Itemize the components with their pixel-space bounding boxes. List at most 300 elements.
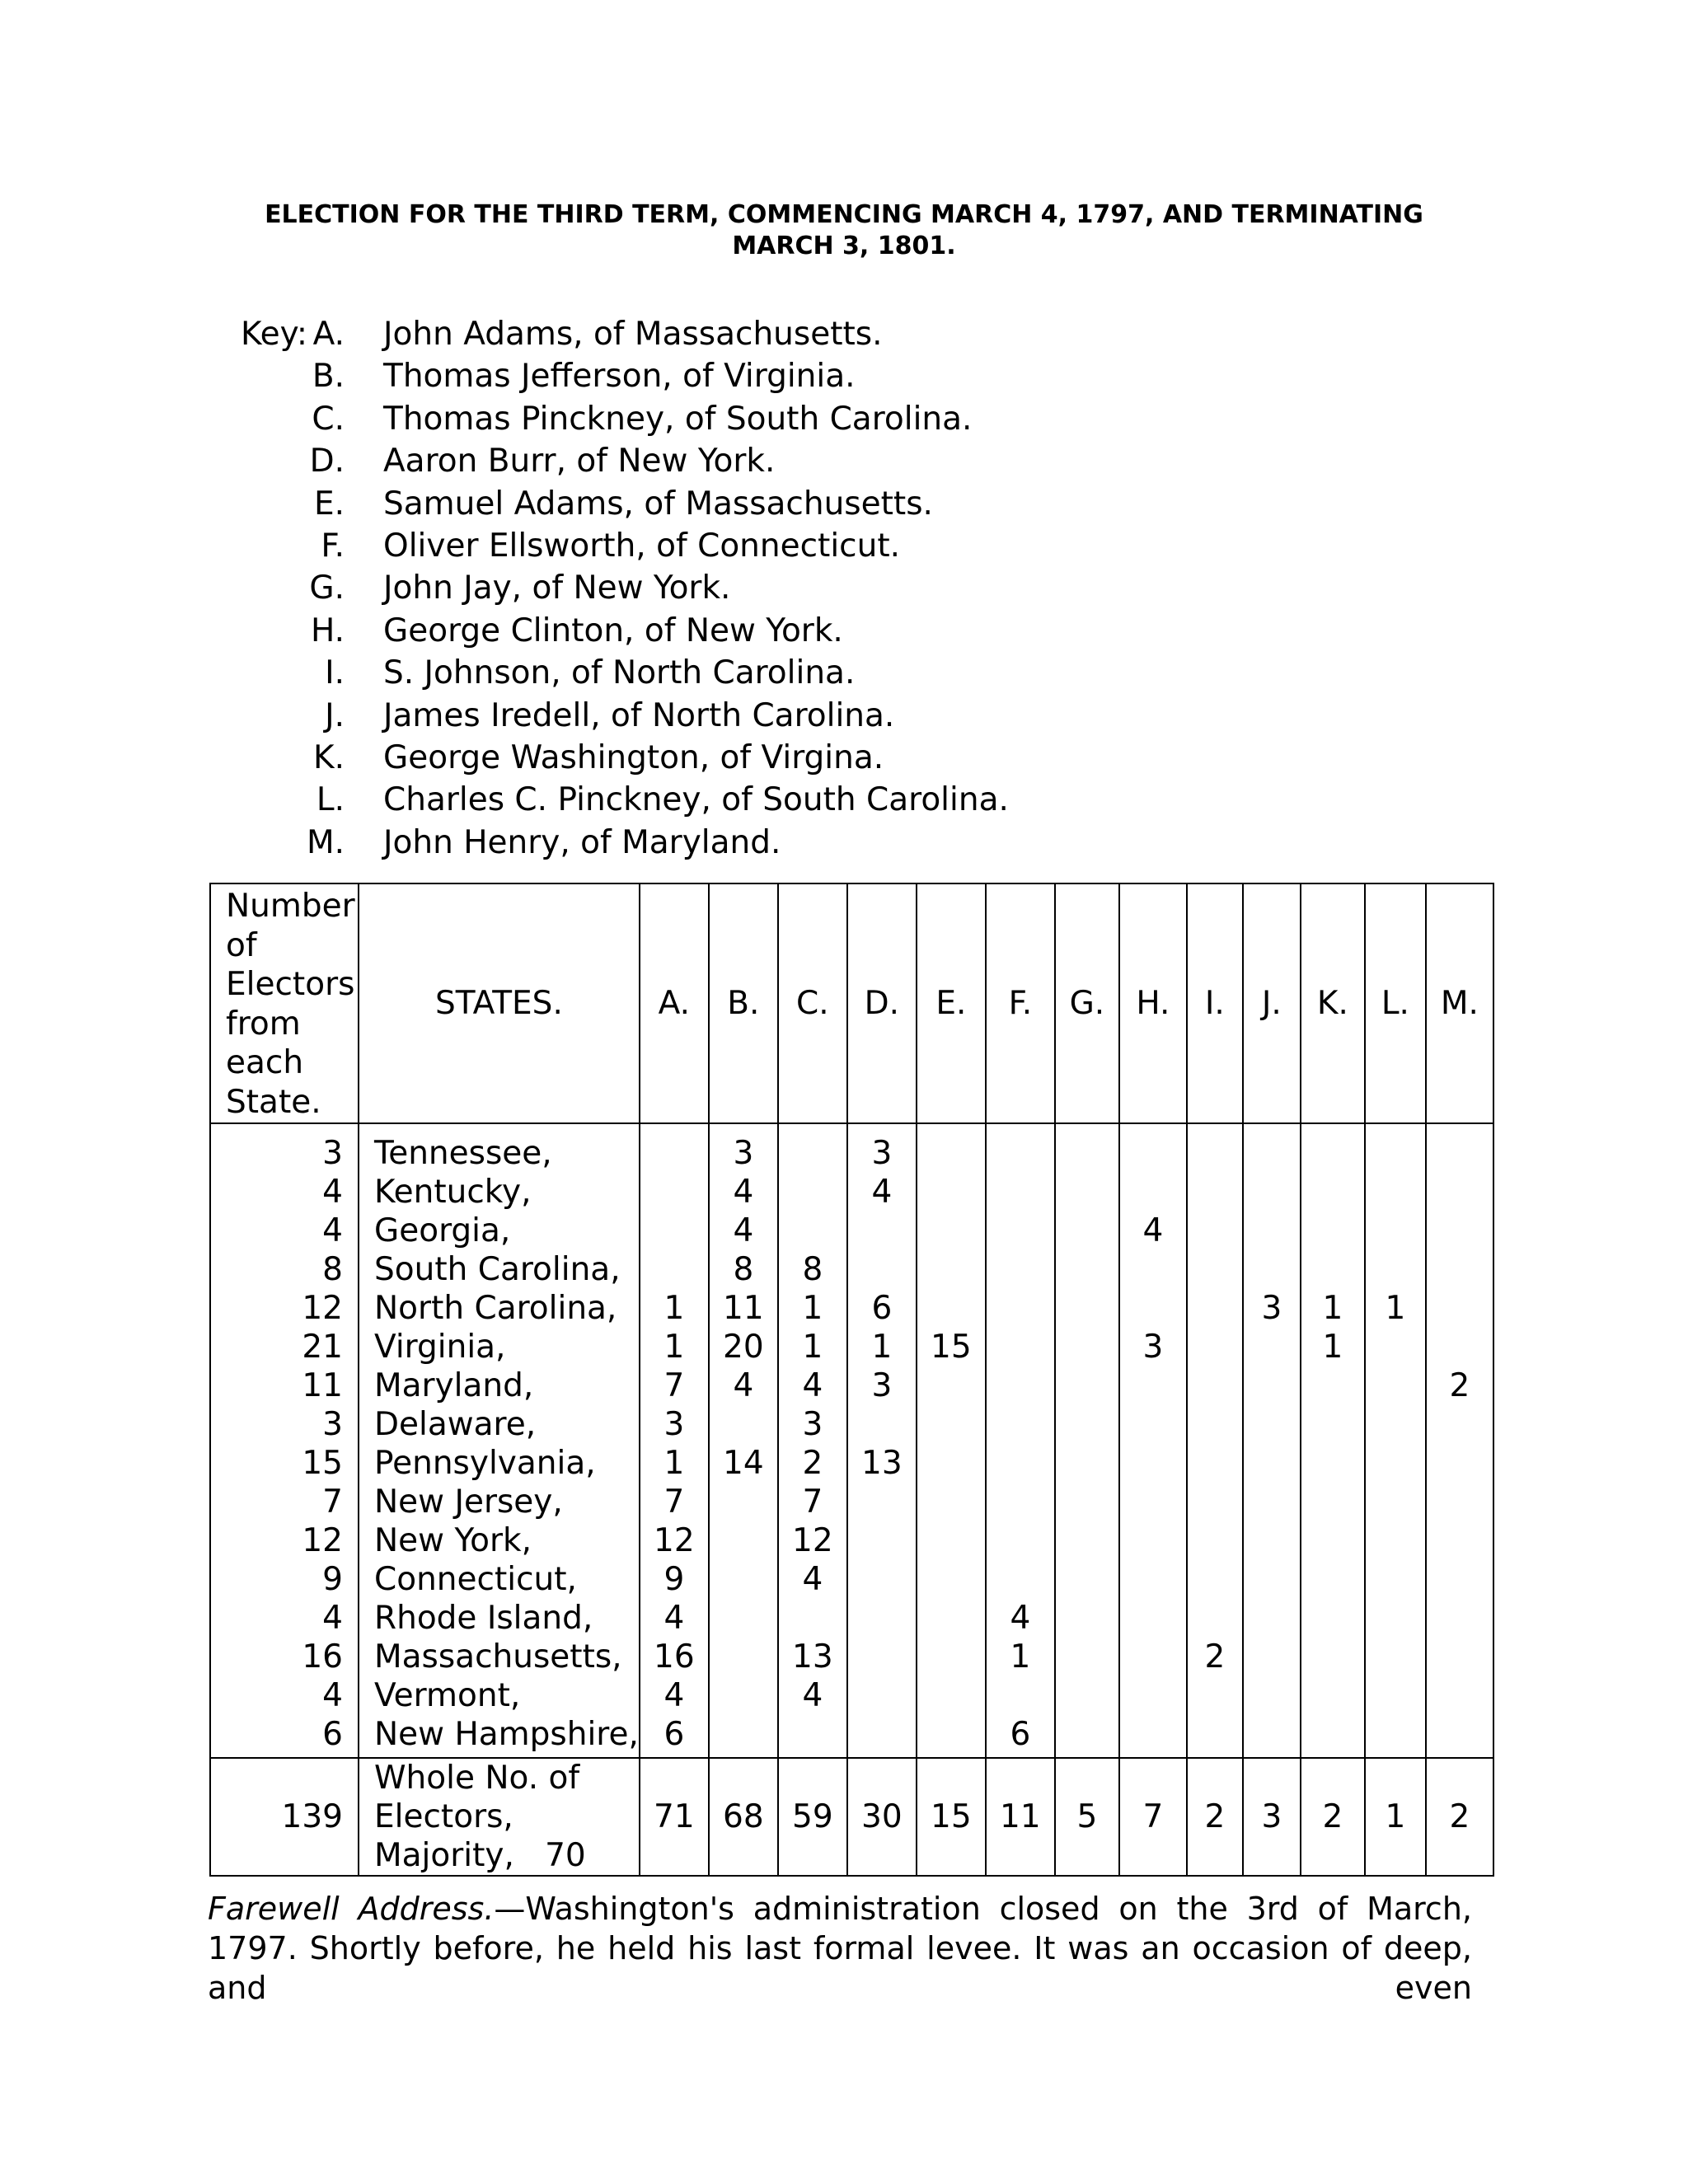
state-name-cell: New Jersey, xyxy=(359,1483,640,1521)
vote-cell: 4 xyxy=(709,1173,778,1212)
vote-cell xyxy=(986,1521,1055,1560)
vote-cell xyxy=(847,1560,917,1599)
vote-cell xyxy=(1243,1638,1301,1676)
total-vote-cell: 7 xyxy=(1119,1758,1187,1876)
vote-cell xyxy=(1119,1483,1187,1521)
vote-cell xyxy=(917,1715,986,1758)
table-row xyxy=(210,1444,1493,1483)
vote-cell xyxy=(917,1289,986,1328)
vote-cell xyxy=(986,1212,1055,1250)
electors-count-cell: 6 xyxy=(210,1715,359,1758)
vote-cell xyxy=(1055,1715,1119,1758)
vote-cell xyxy=(1243,1328,1301,1366)
state-name-cell: Massachusetts, xyxy=(359,1638,640,1676)
electors-count-cell: 21 xyxy=(210,1328,359,1366)
header-electors-count xyxy=(210,883,359,1123)
vote-cell xyxy=(917,1250,986,1289)
electors-count-cell: 11 xyxy=(210,1366,359,1405)
electors-count-cell: 4 xyxy=(210,1212,359,1250)
title-line-1: ELECTION FOR THE THIRD TERM, COMMENCING MARCH 4, 1797, AND TERMINATING xyxy=(265,200,1423,229)
state-name-cell: Pennsylvania, xyxy=(359,1444,640,1483)
vote-cell xyxy=(1187,1405,1243,1444)
vote-cell: 1 xyxy=(640,1289,709,1328)
table-row xyxy=(210,1715,1493,1758)
vote-cell xyxy=(986,1250,1055,1289)
vote-cell xyxy=(709,1521,778,1560)
table-row xyxy=(210,1289,1493,1328)
table-row xyxy=(210,1366,1493,1405)
vote-cell: 4 xyxy=(778,1560,847,1599)
vote-cell xyxy=(1187,1123,1243,1173)
vote-cell xyxy=(847,1250,917,1289)
vote-cell xyxy=(917,1173,986,1212)
total-vote-cell: 68 xyxy=(709,1758,778,1876)
vote-cell xyxy=(917,1560,986,1599)
vote-cell xyxy=(1426,1599,1493,1638)
vote-cell xyxy=(1426,1638,1493,1676)
vote-cell xyxy=(917,1483,986,1521)
vote-cell xyxy=(1187,1715,1243,1758)
vote-cell xyxy=(1243,1521,1301,1560)
table-row xyxy=(210,1123,1493,1173)
vote-cell: 1 xyxy=(1301,1289,1365,1328)
vote-cell xyxy=(1187,1212,1243,1250)
vote-cell xyxy=(709,1676,778,1715)
vote-cell xyxy=(917,1366,986,1405)
vote-cell xyxy=(1119,1123,1187,1173)
total-vote-cell: 1 xyxy=(1365,1758,1426,1876)
vote-cell xyxy=(917,1123,986,1173)
vote-cell xyxy=(1426,1212,1493,1250)
vote-cell: 1 xyxy=(640,1328,709,1366)
vote-cell: 12 xyxy=(640,1521,709,1560)
vote-cell xyxy=(986,1366,1055,1405)
vote-cell xyxy=(1055,1676,1119,1715)
vote-cell: 8 xyxy=(709,1250,778,1289)
total-vote-cell: 11 xyxy=(986,1758,1055,1876)
paragraph-text: —Washington's administration closed on the 3rd of March, 1797. Shortly before, he held his last formal levee. It was an occasion of deep, and even xyxy=(208,1891,1472,2006)
vote-cell xyxy=(986,1560,1055,1599)
vote-cell xyxy=(1365,1638,1426,1676)
vote-cell xyxy=(1243,1715,1301,1758)
vote-cell xyxy=(1243,1676,1301,1715)
state-name-cell: North Carolina, xyxy=(359,1289,640,1328)
vote-cell xyxy=(1055,1521,1119,1560)
vote-cell xyxy=(917,1212,986,1250)
header-states: STATES. xyxy=(359,883,640,1123)
header-electors-word: of xyxy=(226,926,257,964)
vote-cell xyxy=(640,1212,709,1250)
vote-cell xyxy=(1243,1250,1301,1289)
vote-cell xyxy=(1365,1599,1426,1638)
vote-cell: 4 xyxy=(709,1212,778,1250)
vote-cell xyxy=(1119,1715,1187,1758)
header-electors-word: Electors xyxy=(226,966,355,1003)
farewell-address-paragraph xyxy=(208,1889,1472,2008)
vote-cell xyxy=(986,1173,1055,1212)
vote-cell xyxy=(847,1483,917,1521)
total-vote-cell: 5 xyxy=(1055,1758,1119,1876)
vote-cell: 4 xyxy=(640,1599,709,1638)
vote-cell xyxy=(1301,1483,1365,1521)
total-vote-cell: 71 xyxy=(640,1758,709,1876)
vote-cell xyxy=(1426,1289,1493,1328)
vote-cell xyxy=(1365,1715,1426,1758)
vote-cell xyxy=(1055,1328,1119,1366)
vote-cell: 4 xyxy=(778,1366,847,1405)
vote-cell xyxy=(847,1715,917,1758)
vote-cell: 3 xyxy=(847,1366,917,1405)
key-lead-label: Key: xyxy=(241,316,308,353)
key-candidate-name: James Iredell, of North Carolina. xyxy=(383,696,895,734)
header-candidate-column: K. xyxy=(1301,883,1365,1123)
vote-cell: 3 xyxy=(640,1405,709,1444)
vote-cell xyxy=(778,1173,847,1212)
state-name-cell: Vermont, xyxy=(359,1676,640,1715)
state-name-cell: New York, xyxy=(359,1521,640,1560)
vote-cell xyxy=(1301,1366,1365,1405)
vote-cell xyxy=(1187,1560,1243,1599)
key-candidate-name: S. Johnson, of North Carolina. xyxy=(383,654,856,692)
table-row xyxy=(210,1521,1493,1560)
key-letter: D. xyxy=(309,443,345,480)
total-vote-cell: 2 xyxy=(1187,1758,1243,1876)
table-row xyxy=(210,1638,1493,1676)
key-candidate-name: Samuel Adams, of Massachusetts. xyxy=(383,485,933,523)
vote-cell xyxy=(1243,1212,1301,1250)
vote-cell xyxy=(640,1123,709,1173)
key-letter: I. xyxy=(325,654,345,692)
key-letter: B. xyxy=(312,358,345,396)
electors-count-cell: 4 xyxy=(210,1173,359,1212)
vote-cell xyxy=(1055,1123,1119,1173)
total-vote-cell: 15 xyxy=(917,1758,986,1876)
header-candidate-column: A. xyxy=(640,883,709,1123)
vote-cell xyxy=(1187,1366,1243,1405)
table-row xyxy=(210,1250,1493,1289)
vote-cell xyxy=(1119,1599,1187,1638)
header-candidate-column: C. xyxy=(778,883,847,1123)
electors-count-cell: 7 xyxy=(210,1483,359,1521)
total-label-line: Electors, xyxy=(374,1798,513,1835)
header-candidate-column: D. xyxy=(847,883,917,1123)
key-letter: J. xyxy=(325,696,345,734)
vote-cell xyxy=(847,1212,917,1250)
vote-cell xyxy=(1243,1366,1301,1405)
key-letter: A. xyxy=(312,316,345,353)
table-row xyxy=(210,1212,1493,1250)
state-name-cell: South Carolina, xyxy=(359,1250,640,1289)
vote-cell xyxy=(847,1638,917,1676)
vote-cell xyxy=(1119,1444,1187,1483)
key-candidate-name: George Washington, of Virgina. xyxy=(383,738,884,776)
vote-cell xyxy=(1426,1715,1493,1758)
vote-cell xyxy=(986,1123,1055,1173)
header-candidate-column: E. xyxy=(917,883,986,1123)
vote-cell: 4 xyxy=(640,1676,709,1715)
vote-cell xyxy=(1426,1173,1493,1212)
vote-cell xyxy=(778,1715,847,1758)
vote-cell: 4 xyxy=(986,1599,1055,1638)
vote-cell: 3 xyxy=(847,1123,917,1173)
table-row xyxy=(210,1599,1493,1638)
key-candidate-name: John Jay, of New York. xyxy=(383,569,731,607)
title-line-2: MARCH 3, 1801. xyxy=(732,232,956,260)
vote-cell xyxy=(1365,1483,1426,1521)
electors-count-cell: 4 xyxy=(210,1676,359,1715)
vote-cell xyxy=(1187,1521,1243,1560)
vote-cell xyxy=(1187,1289,1243,1328)
vote-cell xyxy=(986,1405,1055,1444)
key-candidate-name: John Adams, of Massachusetts. xyxy=(383,316,883,353)
vote-cell xyxy=(1426,1123,1493,1173)
vote-cell: 6 xyxy=(986,1715,1055,1758)
vote-cell xyxy=(1243,1560,1301,1599)
vote-cell xyxy=(1119,1560,1187,1599)
vote-cell xyxy=(1301,1599,1365,1638)
vote-cell xyxy=(1243,1405,1301,1444)
electors-count-cell: 12 xyxy=(210,1521,359,1560)
vote-cell: 4 xyxy=(778,1676,847,1715)
vote-cell: 6 xyxy=(847,1289,917,1328)
vote-cell xyxy=(1055,1173,1119,1212)
vote-cell xyxy=(917,1638,986,1676)
vote-cell xyxy=(1055,1444,1119,1483)
key-letter: F. xyxy=(321,527,345,565)
vote-cell xyxy=(1243,1444,1301,1483)
key-candidate-name: John Henry, of Maryland. xyxy=(383,823,781,861)
vote-cell xyxy=(1055,1250,1119,1289)
vote-cell: 1 xyxy=(986,1638,1055,1676)
vote-cell: 1 xyxy=(778,1289,847,1328)
vote-cell xyxy=(986,1444,1055,1483)
vote-cell xyxy=(1119,1405,1187,1444)
vote-cell xyxy=(709,1715,778,1758)
vote-cell: 7 xyxy=(778,1483,847,1521)
vote-cell xyxy=(1055,1483,1119,1521)
vote-cell xyxy=(1243,1123,1301,1173)
total-label-line: Whole No. of xyxy=(374,1760,580,1797)
vote-cell xyxy=(1119,1289,1187,1328)
table-row xyxy=(210,1676,1493,1715)
vote-cell xyxy=(1119,1676,1187,1715)
header-candidate-column: G. xyxy=(1055,883,1119,1123)
vote-cell xyxy=(1365,1444,1426,1483)
vote-cell xyxy=(1365,1328,1426,1366)
vote-cell: 7 xyxy=(640,1366,709,1405)
vote-cell xyxy=(709,1638,778,1676)
vote-cell: 15 xyxy=(917,1328,986,1366)
total-vote-cell: 3 xyxy=(1243,1758,1301,1876)
key-letter: C. xyxy=(312,400,345,438)
vote-cell xyxy=(1365,1405,1426,1444)
vote-cell: 9 xyxy=(640,1560,709,1599)
table-row xyxy=(210,1328,1493,1366)
vote-cell xyxy=(1365,1123,1426,1173)
vote-cell: 14 xyxy=(709,1444,778,1483)
vote-cell xyxy=(1301,1715,1365,1758)
state-name-cell: Georgia, xyxy=(359,1212,640,1250)
vote-cell xyxy=(1426,1676,1493,1715)
electors-count-cell: 8 xyxy=(210,1250,359,1289)
vote-cell xyxy=(1365,1250,1426,1289)
vote-cell xyxy=(1301,1560,1365,1599)
vote-cell: 1 xyxy=(847,1328,917,1366)
vote-cell xyxy=(1243,1483,1301,1521)
vote-cell xyxy=(1301,1250,1365,1289)
vote-cell xyxy=(1426,1444,1493,1483)
key-candidate-name: Charles C. Pinckney, of South Carolina. xyxy=(383,781,1009,819)
total-electors: 139 xyxy=(210,1758,359,1876)
vote-cell xyxy=(1301,1638,1365,1676)
vote-cell: 3 xyxy=(1119,1328,1187,1366)
header-electors-word: from xyxy=(226,1005,301,1043)
vote-cell xyxy=(1055,1638,1119,1676)
header-candidate-column: J. xyxy=(1243,883,1301,1123)
vote-cell: 2 xyxy=(1187,1638,1243,1676)
state-name-cell: Virginia, xyxy=(359,1328,640,1366)
vote-cell: 3 xyxy=(1243,1289,1301,1328)
vote-cell xyxy=(1187,1444,1243,1483)
vote-cell xyxy=(1426,1250,1493,1289)
vote-cell: 12 xyxy=(778,1521,847,1560)
key-candidate-name: George Clinton, of New York. xyxy=(383,612,843,649)
state-name-cell: Kentucky, xyxy=(359,1173,640,1212)
vote-cell xyxy=(847,1521,917,1560)
vote-cell xyxy=(1365,1676,1426,1715)
vote-cell: 7 xyxy=(640,1483,709,1521)
vote-cell xyxy=(778,1599,847,1638)
key-candidate-name: Oliver Ellsworth, of Connecticut. xyxy=(383,527,901,565)
total-label xyxy=(359,1758,640,1876)
total-label-line: Majority, 70 xyxy=(374,1837,586,1874)
vote-cell xyxy=(1365,1173,1426,1212)
table-row xyxy=(210,1405,1493,1444)
vote-cell xyxy=(1301,1521,1365,1560)
vote-cell xyxy=(1301,1212,1365,1250)
state-name-cell: New Hampshire, xyxy=(359,1715,640,1758)
vote-cell xyxy=(1055,1366,1119,1405)
electors-count-cell: 9 xyxy=(210,1560,359,1599)
vote-cell xyxy=(1301,1405,1365,1444)
vote-cell xyxy=(917,1405,986,1444)
vote-cell xyxy=(1055,1560,1119,1599)
vote-cell xyxy=(986,1289,1055,1328)
vote-cell: 16 xyxy=(640,1638,709,1676)
vote-cell xyxy=(1055,1212,1119,1250)
state-name-cell: Rhode Island, xyxy=(359,1599,640,1638)
state-name-cell: Delaware, xyxy=(359,1405,640,1444)
electoral-vote-table xyxy=(209,883,1494,1877)
key-letter: L. xyxy=(316,781,345,819)
vote-cell xyxy=(1301,1676,1365,1715)
vote-cell xyxy=(1426,1405,1493,1444)
table-header-row xyxy=(210,883,1493,1123)
table-total-row xyxy=(210,1758,1493,1876)
vote-cell xyxy=(1243,1173,1301,1212)
vote-cell xyxy=(1055,1405,1119,1444)
total-vote-cell: 59 xyxy=(778,1758,847,1876)
vote-cell: 3 xyxy=(709,1123,778,1173)
vote-cell xyxy=(709,1560,778,1599)
vote-cell xyxy=(640,1250,709,1289)
vote-cell xyxy=(986,1328,1055,1366)
electors-count-cell: 3 xyxy=(210,1405,359,1444)
vote-cell xyxy=(1301,1173,1365,1212)
header-candidate-column: M. xyxy=(1426,883,1493,1123)
vote-cell: 1 xyxy=(778,1328,847,1366)
vote-cell xyxy=(1426,1328,1493,1366)
total-vote-cell: 2 xyxy=(1426,1758,1493,1876)
vote-cell xyxy=(709,1405,778,1444)
header-candidate-column: H. xyxy=(1119,883,1187,1123)
vote-cell xyxy=(1119,1366,1187,1405)
vote-cell xyxy=(640,1173,709,1212)
vote-cell xyxy=(1119,1173,1187,1212)
key-letter: G. xyxy=(309,569,345,607)
vote-cell: 11 xyxy=(709,1289,778,1328)
vote-cell xyxy=(847,1676,917,1715)
vote-cell xyxy=(1301,1444,1365,1483)
header-candidate-column: L. xyxy=(1365,883,1426,1123)
vote-cell: 2 xyxy=(1426,1366,1493,1405)
header-candidate-column: I. xyxy=(1187,883,1243,1123)
vote-cell xyxy=(1187,1676,1243,1715)
vote-cell xyxy=(1055,1289,1119,1328)
vote-cell xyxy=(1426,1483,1493,1521)
vote-cell xyxy=(1055,1599,1119,1638)
key-candidate-name: Thomas Pinckney, of South Carolina. xyxy=(383,400,973,438)
vote-cell xyxy=(1365,1560,1426,1599)
paragraph-italic-heading: Farewell Address. xyxy=(208,1891,495,1927)
vote-cell xyxy=(778,1212,847,1250)
header-electors-word: Number xyxy=(226,888,355,925)
vote-cell: 6 xyxy=(640,1715,709,1758)
vote-cell xyxy=(1187,1328,1243,1366)
electors-count-cell: 15 xyxy=(210,1444,359,1483)
vote-cell xyxy=(1365,1366,1426,1405)
vote-cell: 1 xyxy=(640,1444,709,1483)
vote-cell xyxy=(1187,1173,1243,1212)
vote-cell xyxy=(1119,1521,1187,1560)
page-title xyxy=(0,199,1688,262)
vote-cell: 13 xyxy=(847,1444,917,1483)
vote-cell xyxy=(986,1483,1055,1521)
vote-cell xyxy=(917,1676,986,1715)
key-letter: E. xyxy=(313,485,345,523)
key-candidate-name: Aaron Burr, of New York. xyxy=(383,443,776,480)
header-electors-word: each xyxy=(226,1044,304,1081)
state-name-cell: Maryland, xyxy=(359,1366,640,1405)
table-row xyxy=(210,1483,1493,1521)
total-vote-cell: 2 xyxy=(1301,1758,1365,1876)
state-name-cell: Tennessee, xyxy=(359,1123,640,1173)
key-letter: K. xyxy=(313,738,345,776)
header-candidate-column: F. xyxy=(986,883,1055,1123)
vote-cell xyxy=(709,1483,778,1521)
vote-cell xyxy=(1187,1599,1243,1638)
vote-cell: 20 xyxy=(709,1328,778,1366)
header-candidate-column: B. xyxy=(709,883,778,1123)
electors-count-cell: 4 xyxy=(210,1599,359,1638)
vote-cell: 3 xyxy=(778,1405,847,1444)
vote-cell xyxy=(1301,1123,1365,1173)
vote-cell xyxy=(1187,1250,1243,1289)
vote-cell: 4 xyxy=(1119,1212,1187,1250)
header-electors-word: State. xyxy=(226,1083,321,1121)
vote-cell: 13 xyxy=(778,1638,847,1676)
vote-cell: 1 xyxy=(1365,1289,1426,1328)
